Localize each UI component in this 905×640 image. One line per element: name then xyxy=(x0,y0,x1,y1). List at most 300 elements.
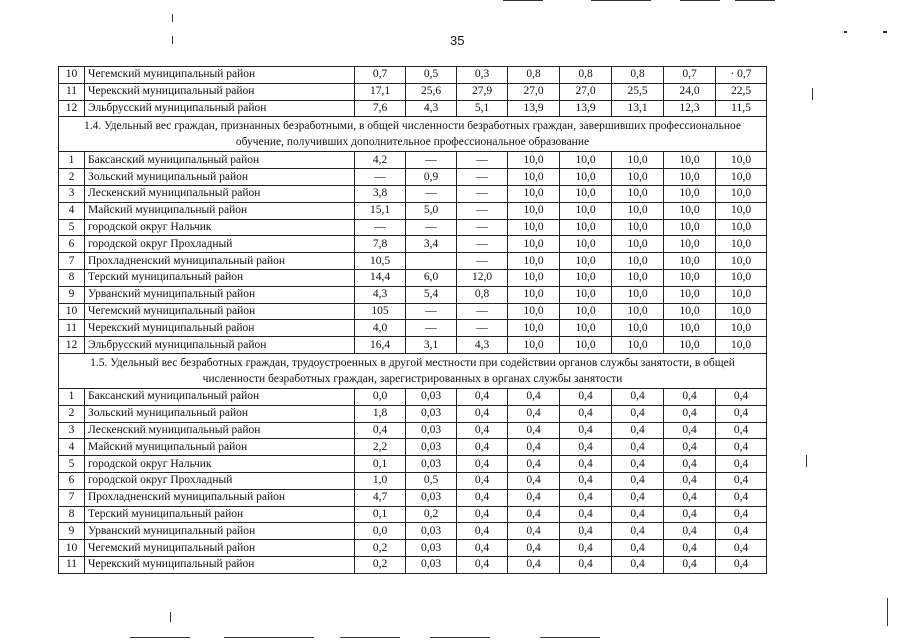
scan-mark xyxy=(812,88,813,100)
scan-mark xyxy=(224,637,314,638)
table-row xyxy=(59,100,767,117)
value-cell: 4,3 xyxy=(355,286,406,303)
value-cell: 10,0 xyxy=(560,169,612,186)
value-cell: 0,4 xyxy=(612,405,664,422)
value-cell: 0,4 xyxy=(560,388,612,405)
row-number: 2 xyxy=(59,405,85,422)
value-cell: 7,6 xyxy=(355,100,406,117)
value-cell: — xyxy=(457,253,508,270)
municipality-name: Лескенский муниципальный район xyxy=(85,185,355,202)
value-cell: — xyxy=(457,320,508,337)
value-cell: 0,4 xyxy=(457,523,508,540)
value-cell: 0,8 xyxy=(612,67,664,84)
value-cell: 10,0 xyxy=(664,185,716,202)
municipality-name: Эльбрусский муниципальный район xyxy=(85,337,355,354)
value-cell: 0,3 xyxy=(457,67,508,84)
row-number: 5 xyxy=(59,219,85,236)
value-cell: 0,4 xyxy=(508,556,560,573)
value-cell: 17,1 xyxy=(355,83,406,100)
value-cell: — xyxy=(457,303,508,320)
scan-mark xyxy=(680,0,720,1)
value-cell: 0,4 xyxy=(612,422,664,439)
scan-mark xyxy=(130,637,190,638)
value-cell: 0,4 xyxy=(612,472,664,489)
section-header-row xyxy=(59,353,767,388)
scan-mark xyxy=(172,36,173,44)
value-cell: 0,4 xyxy=(664,523,716,540)
value-cell: 0,4 xyxy=(664,439,716,456)
value-cell: 1,0 xyxy=(355,472,406,489)
value-cell: 0,7 xyxy=(355,67,406,84)
value-cell: 10,0 xyxy=(612,219,664,236)
value-cell: 0,4 xyxy=(355,422,406,439)
value-cell: 0,5 xyxy=(406,67,457,84)
value-cell: 105 xyxy=(355,303,406,320)
value-cell: — xyxy=(457,152,508,169)
municipality-name: Урванский муниципальный район xyxy=(85,286,355,303)
value-cell: 0,4 xyxy=(508,472,560,489)
value-cell: 0,4 xyxy=(508,456,560,473)
value-cell: 10,0 xyxy=(508,152,560,169)
value-cell: — xyxy=(457,236,508,253)
value-cell: 10,0 xyxy=(508,286,560,303)
value-cell: — xyxy=(406,219,457,236)
municipality-name: Баксанский муниципальный район xyxy=(85,388,355,405)
value-cell: 0,03 xyxy=(406,456,457,473)
value-cell: 0,2 xyxy=(355,540,406,557)
value-cell: 0,4 xyxy=(457,506,508,523)
value-cell: 10,0 xyxy=(612,269,664,286)
value-cell: 0,4 xyxy=(716,472,767,489)
value-cell: 24,0 xyxy=(664,83,716,100)
value-cell: 14,4 xyxy=(355,269,406,286)
value-cell: — xyxy=(406,185,457,202)
value-cell: 0,4 xyxy=(560,489,612,506)
value-cell: 10,0 xyxy=(508,303,560,320)
scan-mark xyxy=(883,31,887,33)
row-number: 4 xyxy=(59,202,85,219)
table-row xyxy=(59,439,767,456)
value-cell: 0,1 xyxy=(355,506,406,523)
value-cell: · 0,7 xyxy=(716,67,767,84)
value-cell: 10,0 xyxy=(560,303,612,320)
value-cell: 0,4 xyxy=(612,439,664,456)
scan-mark xyxy=(503,0,543,1)
value-cell: 0,4 xyxy=(457,439,508,456)
value-cell: 25,5 xyxy=(612,83,664,100)
value-cell: 10,0 xyxy=(508,269,560,286)
value-cell: 4,2 xyxy=(355,152,406,169)
table-row xyxy=(59,236,767,253)
value-cell: 0,4 xyxy=(612,556,664,573)
value-cell: 0,03 xyxy=(406,489,457,506)
municipality-name: Черекский муниципальный район xyxy=(85,83,355,100)
value-cell: 10,0 xyxy=(508,169,560,186)
row-number: 12 xyxy=(59,337,85,354)
value-cell: 10,0 xyxy=(664,320,716,337)
value-cell: 10,0 xyxy=(716,202,767,219)
value-cell: 0,4 xyxy=(664,556,716,573)
section-title: 1.5. Удельный вес безработных граждан, трудоустроенных в другой местности при содействии органов службы занятости, в общей численности безработных граждан, зарегистрированных в органах службы занятости xyxy=(59,353,767,388)
scan-mark xyxy=(172,14,173,22)
row-number: 8 xyxy=(59,506,85,523)
value-cell: 13,9 xyxy=(560,100,612,117)
row-number: 6 xyxy=(59,236,85,253)
table-row xyxy=(59,219,767,236)
value-cell: 25,6 xyxy=(406,83,457,100)
value-cell: 7,8 xyxy=(355,236,406,253)
table-body xyxy=(59,67,767,574)
value-cell: 6,0 xyxy=(406,269,457,286)
value-cell: 12,0 xyxy=(457,269,508,286)
value-cell: 2,2 xyxy=(355,439,406,456)
value-cell: 10,0 xyxy=(716,236,767,253)
table-row xyxy=(59,556,767,573)
value-cell: 10,0 xyxy=(716,185,767,202)
value-cell: 10,0 xyxy=(664,236,716,253)
scan-mark xyxy=(844,31,847,33)
value-cell: 10,0 xyxy=(508,253,560,270)
value-cell: 0,4 xyxy=(508,388,560,405)
value-cell: 0,8 xyxy=(560,67,612,84)
value-cell: 0,4 xyxy=(612,388,664,405)
municipality-name: Терский муниципальный район xyxy=(85,269,355,286)
value-cell: 10,0 xyxy=(716,286,767,303)
value-cell: 0,4 xyxy=(560,472,612,489)
value-cell: 0,4 xyxy=(560,523,612,540)
municipality-name: городской округ Прохладный xyxy=(85,472,355,489)
value-cell: 10,0 xyxy=(716,152,767,169)
value-cell: 0,4 xyxy=(664,422,716,439)
table-row xyxy=(59,253,767,270)
municipality-name: Чегемский муниципальный район xyxy=(85,67,355,84)
value-cell: 10,0 xyxy=(612,253,664,270)
value-cell: 5,4 xyxy=(406,286,457,303)
value-cell: — xyxy=(406,320,457,337)
row-number: 3 xyxy=(59,185,85,202)
municipality-name: Зольский муниципальный район xyxy=(85,169,355,186)
value-cell: 0,4 xyxy=(560,540,612,557)
table-row xyxy=(59,388,767,405)
municipality-name: Майский муниципальный район xyxy=(85,439,355,456)
scan-mark xyxy=(591,0,651,1)
scan-mark xyxy=(735,0,775,1)
municipality-name: Черекский муниципальный район xyxy=(85,320,355,337)
value-cell: 0,03 xyxy=(406,556,457,573)
value-cell: 10,0 xyxy=(560,286,612,303)
municipality-name: городской округ Нальчик xyxy=(85,456,355,473)
value-cell: 10,0 xyxy=(560,185,612,202)
row-number: 8 xyxy=(59,269,85,286)
table-row xyxy=(59,540,767,557)
row-number: 1 xyxy=(59,152,85,169)
value-cell: 0,4 xyxy=(508,422,560,439)
value-cell: 0,03 xyxy=(406,540,457,557)
value-cell: 0,4 xyxy=(612,489,664,506)
value-cell: 10,0 xyxy=(612,236,664,253)
value-cell: 0,03 xyxy=(406,439,457,456)
value-cell: 10,0 xyxy=(612,202,664,219)
value-cell: 10,0 xyxy=(560,320,612,337)
value-cell: 10,0 xyxy=(716,169,767,186)
scan-mark xyxy=(340,637,400,638)
value-cell: 10,0 xyxy=(664,253,716,270)
value-cell: 0,03 xyxy=(406,523,457,540)
value-cell: 0,4 xyxy=(716,523,767,540)
value-cell: 0,5 xyxy=(406,472,457,489)
value-cell: 0,03 xyxy=(406,405,457,422)
value-cell: 10,0 xyxy=(716,269,767,286)
value-cell: 10,0 xyxy=(664,202,716,219)
table-row xyxy=(59,472,767,489)
row-number: 11 xyxy=(59,556,85,573)
value-cell: 5,0 xyxy=(406,202,457,219)
municipality-name: Урванский муниципальный район xyxy=(85,523,355,540)
value-cell: 0,4 xyxy=(612,523,664,540)
row-number: 9 xyxy=(59,286,85,303)
value-cell: 5,1 xyxy=(457,100,508,117)
scan-mark xyxy=(430,637,490,638)
value-cell: 0,2 xyxy=(355,556,406,573)
value-cell: 10,0 xyxy=(560,219,612,236)
scan-mark xyxy=(170,612,171,622)
municipality-name: Прохладненский муниципальный район xyxy=(85,253,355,270)
value-cell: 10,0 xyxy=(664,219,716,236)
value-cell: 10,0 xyxy=(508,236,560,253)
value-cell: 22,5 xyxy=(716,83,767,100)
value-cell: 0,4 xyxy=(457,556,508,573)
value-cell: 16,4 xyxy=(355,337,406,354)
table-row xyxy=(59,422,767,439)
row-number: 3 xyxy=(59,422,85,439)
value-cell: 10,0 xyxy=(560,152,612,169)
row-number: 5 xyxy=(59,456,85,473)
value-cell: 0,4 xyxy=(560,439,612,456)
value-cell: 10,0 xyxy=(560,202,612,219)
municipality-name: Эльбрусский муниципальный район xyxy=(85,100,355,117)
value-cell: 0,7 xyxy=(664,67,716,84)
municipality-name: Майский муниципальный район xyxy=(85,202,355,219)
value-cell: 0,4 xyxy=(664,540,716,557)
value-cell: 10,0 xyxy=(560,269,612,286)
table-row xyxy=(59,286,767,303)
value-cell: 0,4 xyxy=(716,489,767,506)
value-cell: 0,4 xyxy=(560,422,612,439)
value-cell: 10,0 xyxy=(664,286,716,303)
value-cell: 10,0 xyxy=(508,185,560,202)
value-cell: 10,0 xyxy=(612,320,664,337)
value-cell: 0,4 xyxy=(508,506,560,523)
value-cell: 0,4 xyxy=(612,540,664,557)
value-cell: — xyxy=(355,169,406,186)
value-cell: 13,1 xyxy=(612,100,664,117)
value-cell: 0,4 xyxy=(664,489,716,506)
value-cell: 0,4 xyxy=(664,506,716,523)
value-cell: 3,8 xyxy=(355,185,406,202)
table-row xyxy=(59,169,767,186)
value-cell: 0,4 xyxy=(716,456,767,473)
page-number: 35 xyxy=(450,33,465,48)
value-cell: 0,4 xyxy=(457,540,508,557)
value-cell: 3,1 xyxy=(406,337,457,354)
value-cell xyxy=(406,253,457,270)
value-cell: 0,8 xyxy=(457,286,508,303)
value-cell: 10,0 xyxy=(612,152,664,169)
value-cell: — xyxy=(457,219,508,236)
value-cell: 0,4 xyxy=(508,439,560,456)
table-row xyxy=(59,489,767,506)
value-cell: 0,4 xyxy=(560,506,612,523)
value-cell: 0,4 xyxy=(560,405,612,422)
value-cell: 0,1 xyxy=(355,456,406,473)
value-cell: 0,4 xyxy=(457,405,508,422)
row-number: 11 xyxy=(59,83,85,100)
value-cell: 0,4 xyxy=(612,456,664,473)
value-cell: 10,0 xyxy=(612,286,664,303)
value-cell: 0,03 xyxy=(406,422,457,439)
value-cell: 11,5 xyxy=(716,100,767,117)
value-cell: 10,5 xyxy=(355,253,406,270)
row-number: 10 xyxy=(59,67,85,84)
value-cell: 10,0 xyxy=(664,169,716,186)
value-cell: 10,0 xyxy=(716,303,767,320)
value-cell: 0,4 xyxy=(457,472,508,489)
value-cell: 0,4 xyxy=(716,556,767,573)
value-cell: — xyxy=(457,202,508,219)
value-cell: 1,8 xyxy=(355,405,406,422)
value-cell: 0,4 xyxy=(508,523,560,540)
value-cell: 10,0 xyxy=(508,320,560,337)
municipality-name: Лескенский муниципальный район xyxy=(85,422,355,439)
section-title: 1.4. Удельный вес граждан, признанных безработными, в общей численности безработных граждан, завершивших профессиональное обучение, получивших дополнительное профессиональное образование xyxy=(59,117,767,152)
row-number: 10 xyxy=(59,540,85,557)
value-cell: 27,9 xyxy=(457,83,508,100)
row-number: 4 xyxy=(59,439,85,456)
value-cell: 0,4 xyxy=(716,540,767,557)
table-row xyxy=(59,523,767,540)
value-cell: 0,4 xyxy=(560,556,612,573)
value-cell: — xyxy=(406,152,457,169)
row-number: 11 xyxy=(59,320,85,337)
row-number: 10 xyxy=(59,303,85,320)
value-cell: 0,4 xyxy=(612,506,664,523)
table-row xyxy=(59,83,767,100)
table-row xyxy=(59,320,767,337)
value-cell: 10,0 xyxy=(612,337,664,354)
table-row xyxy=(59,337,767,354)
value-cell: 10,0 xyxy=(716,337,767,354)
row-number: 7 xyxy=(59,489,85,506)
table-row xyxy=(59,405,767,422)
value-cell: 10,0 xyxy=(716,320,767,337)
value-cell: 10,0 xyxy=(612,303,664,320)
value-cell: 0,4 xyxy=(508,405,560,422)
table-row xyxy=(59,67,767,84)
value-cell: 10,0 xyxy=(664,303,716,320)
value-cell: 4,7 xyxy=(355,489,406,506)
value-cell: 10,0 xyxy=(560,236,612,253)
value-cell: 0,0 xyxy=(355,523,406,540)
row-number: 6 xyxy=(59,472,85,489)
value-cell: 0,4 xyxy=(716,506,767,523)
value-cell: 4,3 xyxy=(406,100,457,117)
value-cell: 0,4 xyxy=(457,388,508,405)
value-cell: 0,4 xyxy=(508,540,560,557)
value-cell: 0,4 xyxy=(664,388,716,405)
value-cell: 10,0 xyxy=(560,337,612,354)
value-cell: 12,3 xyxy=(664,100,716,117)
value-cell: 10,0 xyxy=(664,337,716,354)
value-cell: 0,4 xyxy=(508,489,560,506)
value-cell: 13,9 xyxy=(508,100,560,117)
table-row xyxy=(59,506,767,523)
table-row xyxy=(59,185,767,202)
value-cell: 10,0 xyxy=(508,219,560,236)
value-cell: 10,0 xyxy=(560,253,612,270)
value-cell: 0,4 xyxy=(716,439,767,456)
value-cell: 4,0 xyxy=(355,320,406,337)
indicators-table xyxy=(58,66,767,574)
municipality-name: Прохладненский муниципальный район xyxy=(85,489,355,506)
scan-mark xyxy=(806,455,807,467)
value-cell: 0,4 xyxy=(457,489,508,506)
value-cell: 27,0 xyxy=(560,83,612,100)
value-cell: 10,0 xyxy=(612,169,664,186)
value-cell: 15,1 xyxy=(355,202,406,219)
value-cell: — xyxy=(355,219,406,236)
value-cell: 10,0 xyxy=(508,202,560,219)
value-cell: 0,4 xyxy=(716,388,767,405)
municipality-name: Зольский муниципальный район xyxy=(85,405,355,422)
row-number: 2 xyxy=(59,169,85,186)
value-cell: — xyxy=(406,303,457,320)
value-cell: 10,0 xyxy=(612,185,664,202)
section-header-row xyxy=(59,117,767,152)
value-cell: 0,8 xyxy=(508,67,560,84)
value-cell: 10,0 xyxy=(716,219,767,236)
table-row xyxy=(59,456,767,473)
value-cell: 0,4 xyxy=(664,405,716,422)
value-cell: 10,0 xyxy=(716,253,767,270)
row-number: 12 xyxy=(59,100,85,117)
value-cell: 10,0 xyxy=(508,337,560,354)
municipality-name: Черекский муниципальный район xyxy=(85,556,355,573)
value-cell: 0,4 xyxy=(457,422,508,439)
row-number: 1 xyxy=(59,388,85,405)
value-cell: 3,4 xyxy=(406,236,457,253)
row-number: 9 xyxy=(59,523,85,540)
value-cell: 0,4 xyxy=(716,422,767,439)
value-cell: 0,4 xyxy=(716,405,767,422)
value-cell: — xyxy=(457,169,508,186)
scan-mark xyxy=(887,598,888,626)
table-row xyxy=(59,303,767,320)
value-cell: 4,3 xyxy=(457,337,508,354)
value-cell: 0,4 xyxy=(664,472,716,489)
value-cell: 0,4 xyxy=(457,456,508,473)
table-row xyxy=(59,269,767,286)
municipality-name: Чегемский муниципальный район xyxy=(85,303,355,320)
value-cell: 0,03 xyxy=(406,388,457,405)
scan-mark xyxy=(540,637,600,638)
table-row xyxy=(59,152,767,169)
value-cell: 0,9 xyxy=(406,169,457,186)
value-cell: 10,0 xyxy=(664,269,716,286)
municipality-name: городской округ Нальчик xyxy=(85,219,355,236)
value-cell: 0,4 xyxy=(560,456,612,473)
value-cell: 10,0 xyxy=(664,152,716,169)
value-cell: 0,4 xyxy=(664,456,716,473)
